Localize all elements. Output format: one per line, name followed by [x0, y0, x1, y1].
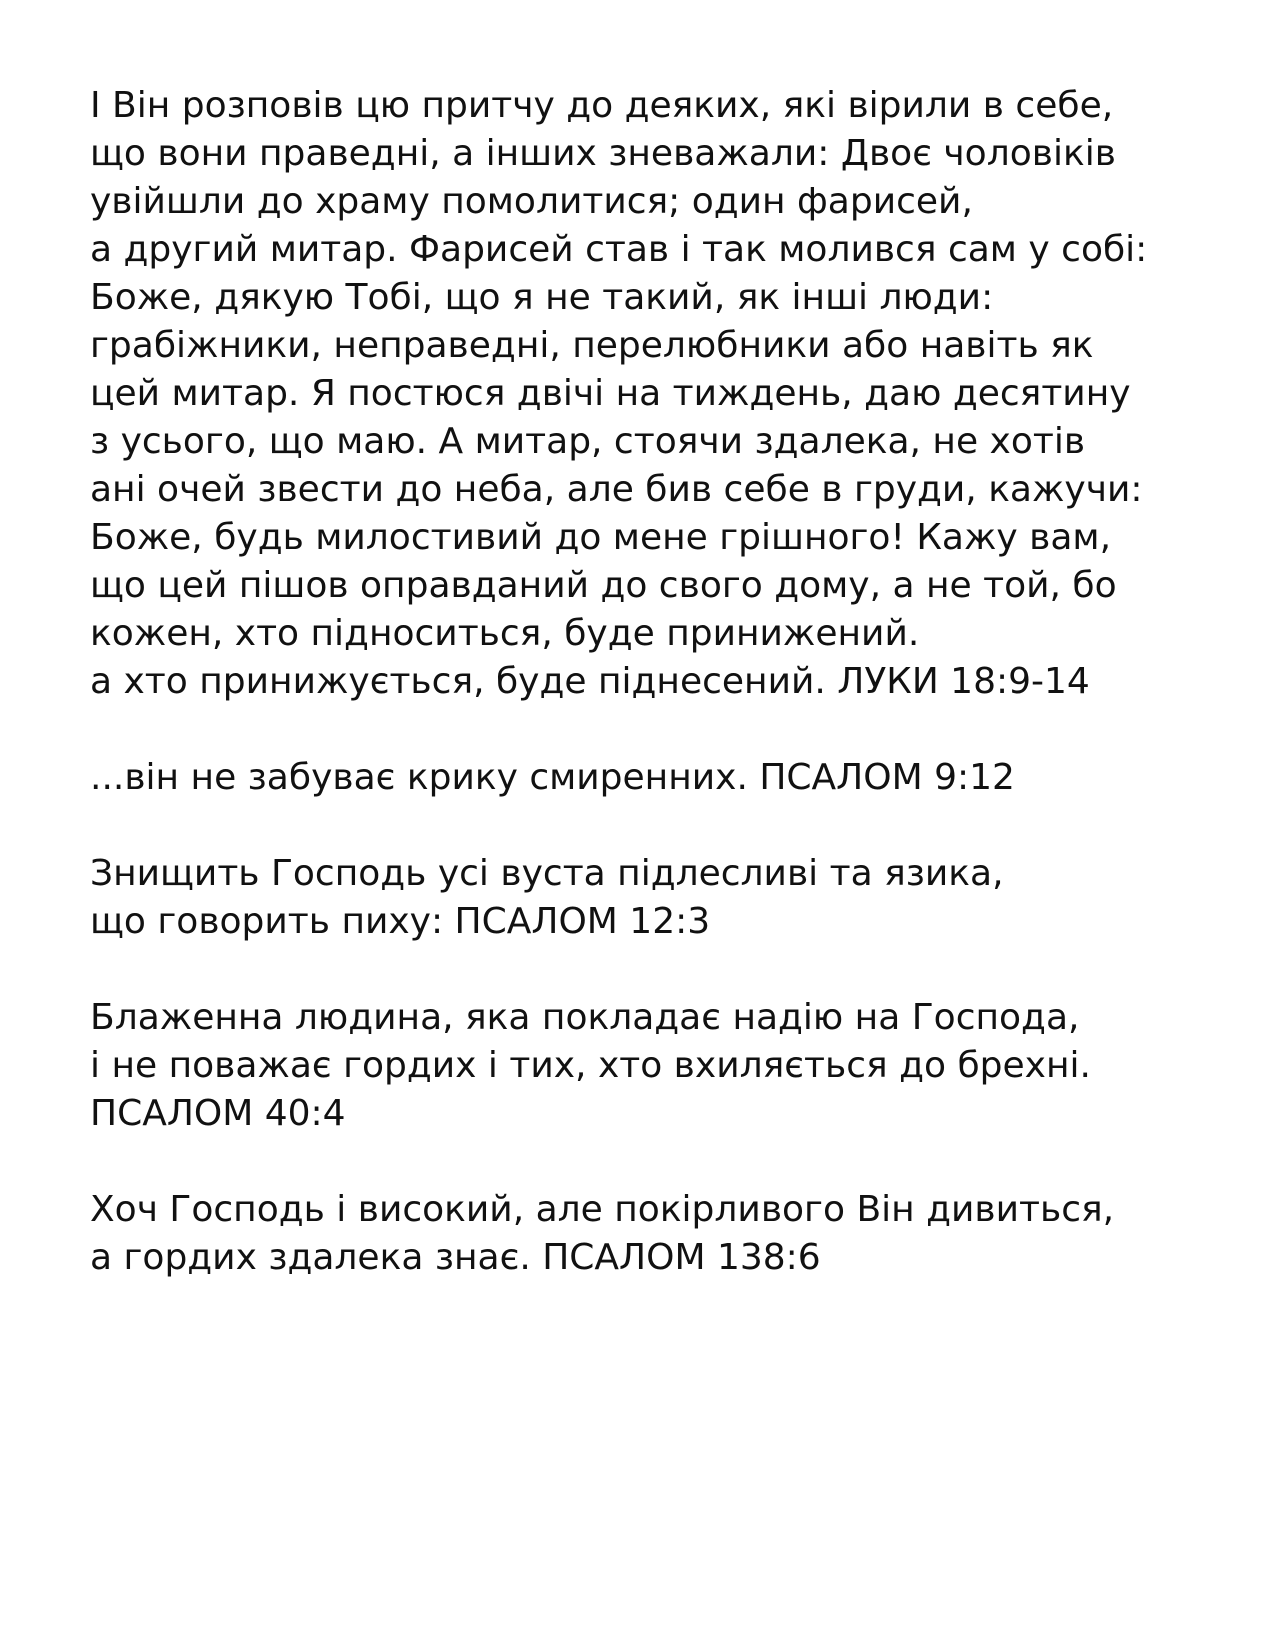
- text-line: Хоч Господь і високий, але покірливого Він дивиться,: [90, 1189, 1115, 1230]
- text-line: І Він розповів цю притчу до деяких, які вірили в себе,: [90, 85, 1114, 126]
- text-line: а хто принижується, буде піднесений. ЛУКИ 18:9-14: [90, 661, 1090, 702]
- passage-luke-18: [90, 82, 1250, 706]
- text-line: ПСАЛОМ 40:4: [90, 1093, 346, 1134]
- text-line: і не поважає гордих і тих, хто вхиляється до брехні.: [90, 1045, 1091, 1086]
- text-line: кожен, хто підноситься, буде принижений.: [90, 613, 920, 654]
- passage-psalm-9: [90, 754, 1250, 802]
- document-page: [90, 82, 1250, 1330]
- text-line: грабіжники, неправедні, перелюбники або навіть як: [90, 325, 1094, 366]
- text-line: з усього, що маю. А митар, стоячи здалека, не хотів: [90, 421, 1086, 462]
- text-line: Блаженна людина, яка покладає надію на Господа,: [90, 997, 1080, 1038]
- text-line: а другий митар. Фарисей став і так молився сам у собі:: [90, 229, 1148, 270]
- text-line: Знищить Господь усі вуста підлесливі та язика,: [90, 853, 1004, 894]
- text-line: а гордих здалека знає. ПСАЛОМ 138:6: [90, 1237, 821, 1278]
- text-line: увійшли до храму помолитися; один фарисей,: [90, 181, 973, 222]
- text-line: що цей пішов оправданий до свого дому, а не той, бо: [90, 565, 1117, 606]
- passage-psalm-12: [90, 850, 1250, 946]
- text-line: що говорить пиху: ПСАЛОМ 12:3: [90, 901, 711, 942]
- passage-psalm-40: [90, 994, 1250, 1138]
- text-line: ані очей звести до неба, але бив себе в груди, кажучи:: [90, 469, 1143, 510]
- text-line: що вони праведні, а інших зневажали: Двоє чоловіків: [90, 133, 1116, 174]
- text-line: Боже, будь милостивий до мене грішного! Кажу вам,: [90, 517, 1112, 558]
- text-line: Боже, дякую Тобі, що я не такий, як інші люди:: [90, 277, 994, 318]
- text-line: цей митар. Я постюся двічі на тиждень, даю десятину: [90, 373, 1131, 414]
- passage-psalm-138: [90, 1186, 1250, 1282]
- text-line: ...він не забуває крику смиренних. ПСАЛОМ 9:12: [90, 757, 1015, 798]
